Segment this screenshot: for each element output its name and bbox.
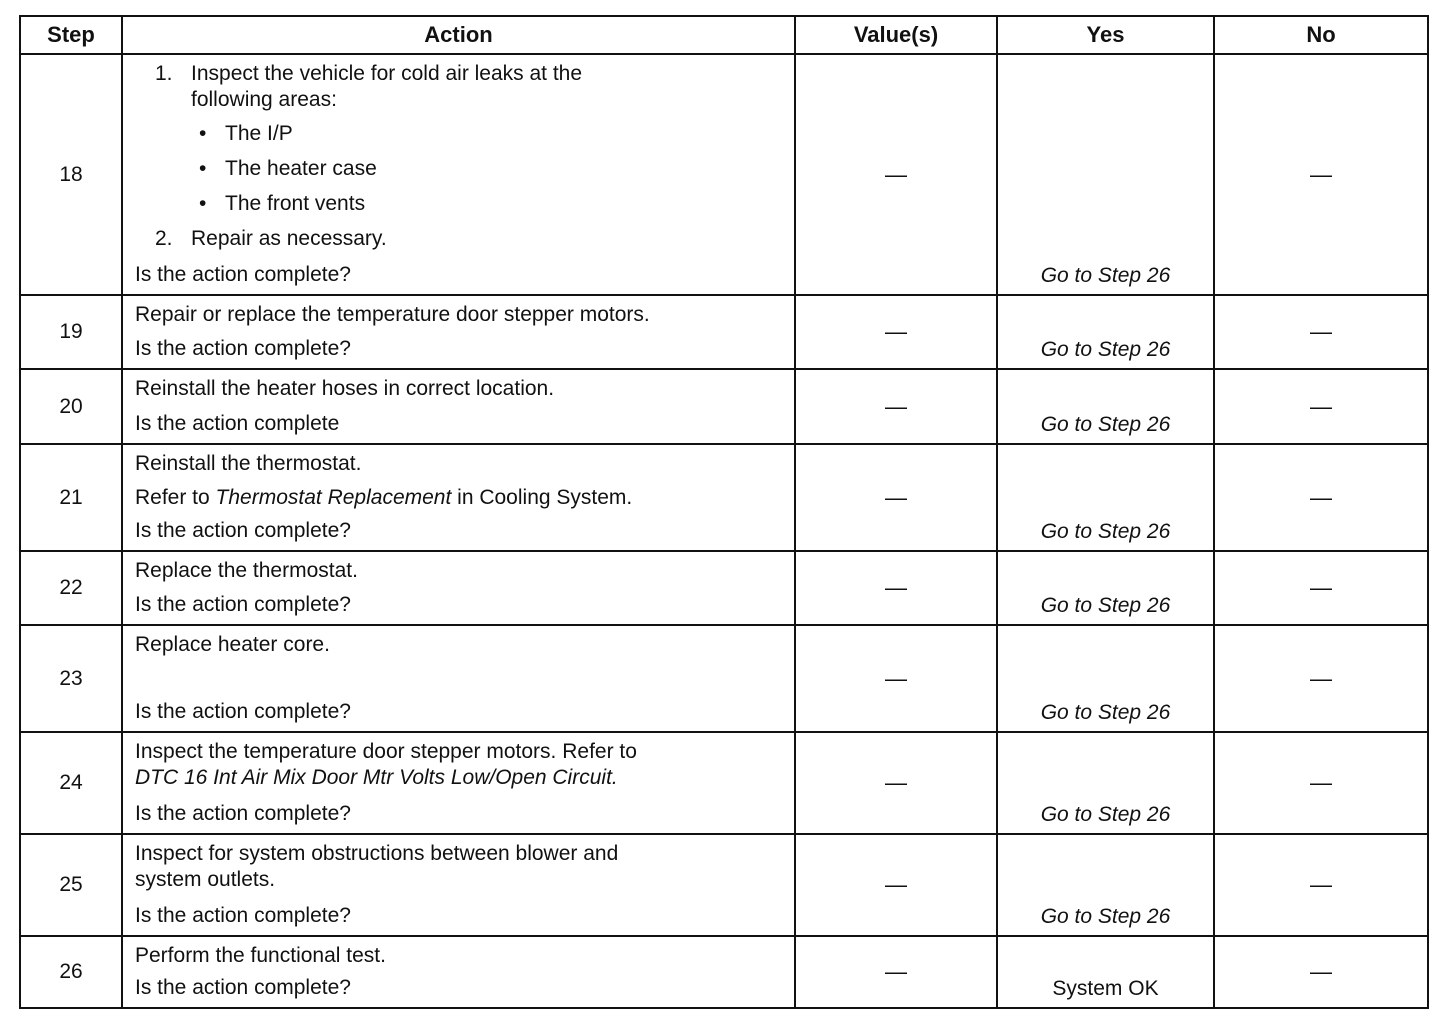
header-step: Step: [20, 16, 122, 54]
reference-line: Refer to Thermostat Replacement in Cooling System.: [135, 486, 633, 509]
action-text: Replace the thermostat.: [135, 559, 358, 582]
action-text: Inspect the vehicle for cold air leaks at the: [191, 62, 583, 85]
reference-link: DTC 16 Int Air Mix Door Mtr Volts Low/Open Circuit.: [135, 766, 618, 789]
table-row-26: [20, 936, 1428, 1008]
step-number: 20: [20, 369, 122, 444]
table-row-22: [20, 551, 1428, 625]
header-action: Action: [122, 16, 795, 54]
no-cell: —: [1214, 444, 1428, 551]
step-number: 26: [20, 936, 122, 1008]
yes-cell: [997, 834, 1214, 936]
bullet-icon: •: [199, 157, 207, 180]
step-number: 24: [20, 732, 122, 834]
action-cell: [122, 834, 795, 936]
header-values: Value(s): [795, 16, 997, 54]
yes-cell: [997, 54, 1214, 295]
step-number: 19: [20, 295, 122, 369]
yes-cell: [997, 936, 1214, 1008]
yes-cell: [997, 625, 1214, 732]
action-cell: [122, 54, 795, 295]
question-text: Is the action complete?: [135, 904, 351, 927]
bullet-text: The I/P: [225, 122, 293, 145]
action-text: following areas:: [191, 88, 337, 111]
list-number: 1.: [155, 62, 173, 85]
question-text: Is the action complete?: [135, 593, 351, 616]
action-text: Reinstall the thermostat.: [135, 452, 362, 475]
action-cell: [122, 295, 795, 369]
action-cell: [122, 732, 795, 834]
table-row-20: [20, 369, 1428, 444]
bullet-item: [199, 191, 784, 217]
value-cell: —: [795, 551, 997, 625]
step-number: 21: [20, 444, 122, 551]
no-cell: —: [1214, 936, 1428, 1008]
value-cell: —: [795, 625, 997, 732]
value-cell: —: [795, 834, 997, 936]
header-no: No: [1214, 16, 1428, 54]
table-row-18: [20, 54, 1428, 295]
value-cell: —: [795, 54, 997, 295]
action-cell: [122, 444, 795, 551]
action-cell: [122, 936, 795, 1008]
goto-link: Go to Step 26: [1040, 413, 1171, 436]
goto-link: Go to Step 26: [1040, 803, 1171, 826]
step-number: 18: [20, 54, 122, 295]
action-text: Repair or replace the temperature door stepper motors.: [135, 303, 650, 326]
no-cell: —: [1214, 834, 1428, 936]
list-item: [155, 61, 784, 113]
goto-link: Go to Step 26: [1040, 594, 1171, 617]
list-number: 2.: [155, 227, 173, 250]
action-cell: [122, 369, 795, 444]
yes-cell: [997, 551, 1214, 625]
no-cell: —: [1214, 732, 1428, 834]
goto-link: Go to Step 26: [1040, 701, 1171, 724]
system-ok-text: System OK: [1052, 977, 1159, 1000]
question-text: Is the action complete?: [135, 802, 351, 825]
question-text: Is the action complete?: [135, 337, 351, 360]
goto-link: Go to Step 26: [1040, 520, 1171, 543]
table-row-24: [20, 732, 1428, 834]
question-text: Is the action complete?: [135, 700, 351, 723]
yes-cell: [997, 369, 1214, 444]
no-cell: —: [1214, 295, 1428, 369]
question-text: Is the action complete?: [135, 976, 351, 999]
goto-link: Go to Step 26: [1040, 338, 1171, 361]
yes-cell: [997, 444, 1214, 551]
table-row-23: [20, 625, 1428, 732]
table-row-19: [20, 295, 1428, 369]
action-text: system outlets.: [135, 868, 276, 891]
no-cell: —: [1214, 625, 1428, 732]
yes-cell: [997, 732, 1214, 834]
question-text: Is the action complete: [135, 412, 340, 435]
bullet-icon: •: [199, 122, 207, 145]
goto-link: Go to Step 26: [1040, 264, 1171, 287]
no-cell: —: [1214, 369, 1428, 444]
step-number: 23: [20, 625, 122, 732]
header-row: [20, 16, 1428, 54]
action-text: Inspect the temperature door stepper motors. Refer to: [135, 740, 637, 763]
step-number: 25: [20, 834, 122, 936]
value-cell: —: [795, 732, 997, 834]
step-number: 22: [20, 551, 122, 625]
bullet-text: The front vents: [225, 192, 366, 215]
action-text: Reinstall the heater hoses in correct location.: [135, 377, 555, 400]
action-cell: [122, 625, 795, 732]
bullet-icon: •: [199, 192, 207, 215]
yes-cell: [997, 295, 1214, 369]
question-text: Is the action complete?: [135, 263, 351, 286]
action-text: Replace heater core.: [135, 633, 330, 656]
value-cell: —: [795, 444, 997, 551]
reference-link: Thermostat Replacement: [215, 486, 452, 509]
value-cell: —: [795, 936, 997, 1008]
diagnostic-table: [19, 15, 1429, 1009]
action-cell: [122, 551, 795, 625]
table-row-21: [20, 444, 1428, 551]
action-text: Repair as necessary.: [191, 227, 387, 250]
table-row-25: [20, 834, 1428, 936]
value-cell: —: [795, 295, 997, 369]
header-yes: Yes: [997, 16, 1214, 54]
no-cell: —: [1214, 551, 1428, 625]
value-cell: —: [795, 369, 997, 444]
no-cell: —: [1214, 54, 1428, 295]
bullet-item: [199, 156, 784, 182]
action-text: Perform the functional test.: [135, 944, 386, 967]
list-item: [155, 226, 784, 252]
action-text: Inspect for system obstructions between blower and: [135, 842, 619, 865]
question-text: Is the action complete?: [135, 519, 351, 542]
bullet-item: [199, 121, 784, 147]
bullet-text: The heater case: [225, 157, 377, 180]
goto-link: Go to Step 26: [1040, 905, 1171, 928]
